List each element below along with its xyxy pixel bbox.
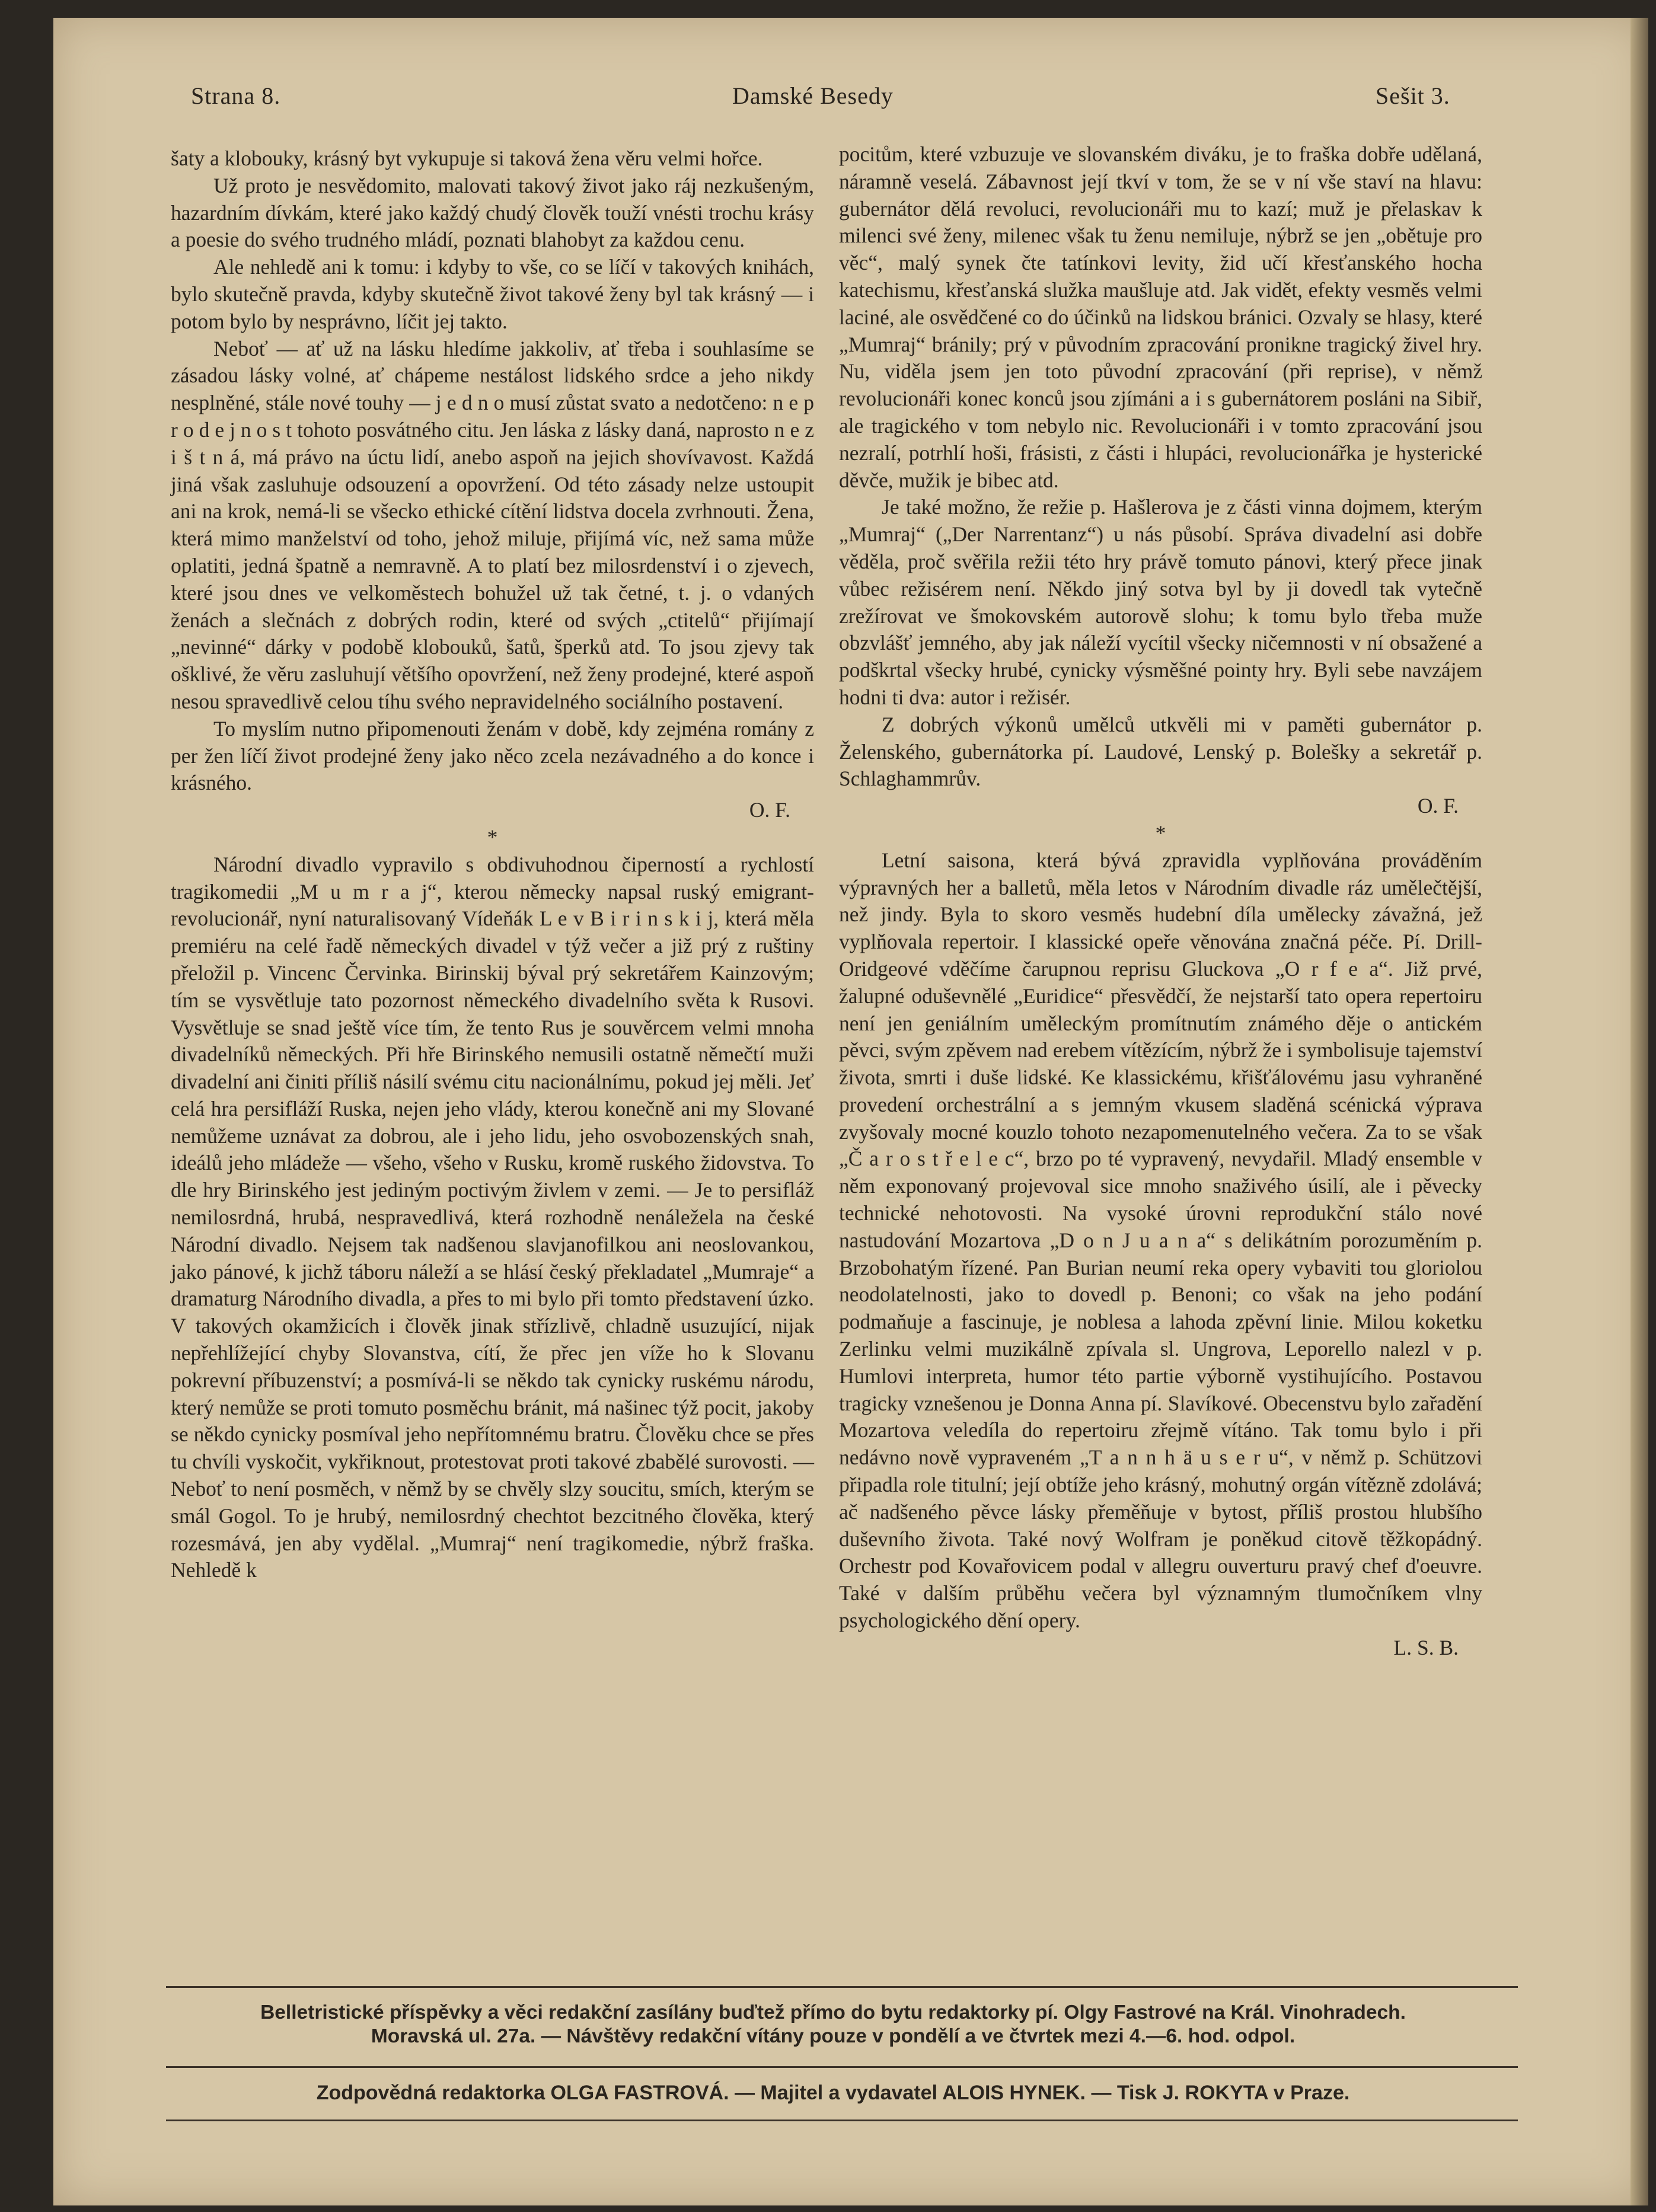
paragraph: šaty a klobouky, krásný byt vykupuje si taková žena věru velmi hořce.: [171, 146, 763, 170]
newspaper-page: [53, 18, 1648, 2205]
section-separator: *: [487, 825, 498, 849]
issue-number: Sešit 3.: [1376, 82, 1450, 109]
editorial-notice-line: Moravská ul. 27a. — Návštěvy redakční vítány pouze v pondělí a ve čtvrtek mezi 4.—6. hod. odpol.: [371, 2025, 1296, 2047]
editorial-notice-line: Belletristické příspěvky a věci redakční zasílány buďtež přímo do bytu redaktorky pí. Olgy Fastrové na Král. Vinohradech.: [260, 2002, 1406, 2023]
paragraph: Národní divadlo vypravilo s obdivuhodnou čiperností a rychlostí tragikomedii „M u m r a j“, kterou německy napsal ruský emigrant-revolucionář, nyní naturalisovaný Vídeňák L e v B i r i n s k i j, která měla premiéru na celé řadě německých divadel v týž večer a již prý z ruštiny přeložil p. Vincenc Červinka. Birinskij býval prý sekretářem Kainzovým; tím se vysvětluje tato pozornost německého divadelního světa k Rusovi. Vysvětluje se snad ještě více tím, že tento Rus je souvěrcem velmi mnoha divadelníků německých. Při hře Birinského nemusili ostatně němečtí muži divadelní ani činiti příliš násilí svému citu nacionálnímu, pokud jej měli. Jeť celá hra persifláží Ruska, nejen jeho vlády, kterou konečně ani my Slované nemůžeme uznávat za dobrou, ale i jeho lidu, jeho osvobozenských snah, ideálů jeho mládeže — všeho, všeho v Rusku, kromě ruského židovstva. To dle hry Birinského jest jediným poctivým živlem v zemi. — Je to persifláž nemilosrdná, hrubá, nespravedlivá, která rozhodně nenáležela na české Národní divadlo. Nejsem tak nadšenou slavjanofilkou ani neoslovankou, jako pánové, k jichž táboru náleží a se hlásí český překladatel „Mumraje“ a dramaturg Národního divadla, a přes to mi bylo při tomto představení úzko. V takových okamžicích i člověk jinak střízlivě, chladně usuzující, nijak nepřehlížející chyby Slovanstva, cítí, že přec jen víže ho k Slovanu pokrevní příbuzenství; a posmívá-li se někdo tak cynicky ruskému národu, který nemůže se proti tomuto posměchu bránit, má našinec týž pocit, jakoby se někdo cynicky posmíval jeho nepřítomnému bratru. Člověku chce se přes tu chvíli vyskočit, vykřiknout, protestovat proti takové zbabělé surovosti. — Neboť to není posměch, v němž by se chvěly slzy soucitu, smích, kterým se smál Gogol. To je hrubý, nemilosrdný chechtot bezcitného člověka, který rozesmává, jen aby vydělal. „Mumraj“ není tragikomedie, nýbrž fraška. Nehledě k: [171, 852, 814, 1582]
paragraph: To myslím nutno připomenouti ženám v době, kdy zejména romány z per žen líčí život prodejné ženy jako něco zcela nezávadného a do konce i krásného.: [171, 716, 814, 795]
author-signature: O. F.: [1417, 794, 1459, 818]
footer-rule-bottom: [166, 2120, 1518, 2121]
section-separator: *: [1155, 821, 1166, 845]
footer-rule-top: [166, 1986, 1518, 1988]
paragraph: pocitům, které vzbuzuje ve slovanském diváku, je to fraška dobře udělaná, náramně veselá. Zábavnost její tkví v tom, že se v ní vše staví na hlavu: gubernátor dělá revoluci, revolucionáři mu to kazí; muž je přelaskav k milenci své ženy, milenec však tu ženu nemiluje, nýbrž se jen „obětuje pro věc“, malý synek čte tatínkovi levity, žid učí křesťanského hocha katechismu, křesťanská služka maušluje atd. Jak vidět, efekty vesměs velmi laciné, ale osvědčené co do účinků na lidskou bránici. Ozvaly se hlasy, které „Mumraj“ bránily; prý v původním zpracování pronikne tragický živel hry. Nu, viděla jsem jen toto původní zpracování (při reprise), v němž revolucionáři konec konců jsou zjímáni a i s gubernátorem posláni na Sibiř, ale tragického v tom nebylo nic. Revolucionáři i v tomto zpracování jsou nezralí, potrhlí hoši, frásisti, z části i hlupáci, revolucionářka je hysterické děvče, mužik je bibec atd.: [839, 142, 1482, 492]
footer-rule-middle: [166, 2066, 1518, 2068]
paragraph: Z dobrých výkonů umělců utkvěli mi v paměti gubernátor p. Želenského, gubernátorka pí. Laudové, Lenský p. Bolešky a sekretář p. Schlaghammrův.: [839, 712, 1482, 791]
paragraph: Letní saisona, která bývá zpravidla vyplňována prováděním výpravných her a balletů, měla letos v Národním divadle ráz umělečtější, než jindy. Byla to skoro vesměs hudební díla umělecky závažná, jež vyplňovala repertoir. I klassické opeře věnována značná péče. Pí. Drill-Oridgeové vděčíme čarupnou reprisu Gluckova „O r f e a“. Již prvé, žalupné oduševnělé „Euridice“ přesvědčí, že nejstarší tato opera repertoiru není jen geniálním uměleckým promítnutím známého děje o antickém pěvci, svým zpěvem nad erebem vítězícím, nýbrž že i symbolisuje tajemství života, smrti i duše lidské. Ke klassickému, křišťálovému jasu vyhraněné provedení orchestrální a s jemným vkusem sladěná scénická výprava zvyšovaly mocné kouzlo tohoto nezapomenutelného večera. Za to se však „Č a r o s t ř e l e c“, brzo po té vypravený, nevydařil. Mladý ensemble v něm exponovaný projevoval sice mnoho snaživého úsilí, ale i pěvecky technické nehotovosti. Na vysoké úrovni reprodukční stálo nové nastudování Mozartova „D o n J u a n a“ s delikátním porozuměním p. Brzobohatým řízené. Pan Burian neumí reka opery vybaviti tou gloriolou neodolatelnosti, jako to dovedl p. Benoni; co však na jeho podání podmaňuje a fascinuje, je noblesa a lahoda zpěvní linie. Milou koketku Zerlinku velmi muzikálně zpívala sl. Ungrova, Leporello nalezl v p. Humlovi interpreta, humor této partie výborně vystihujícího. Postavou tragicky vznešenou je Donna Anna pí. Slavíkové. Obecenstvu bylo zařadění Mozartova veledíla do repertoiru zřejmě vítáno. Tak tomu bylo i při nedávno nově vypraveném „T a n n h ä u s e r u“, v němž p. Schützovi připadla role titulní; její obtíže jeho krásný, mohutný orgán vítězně zdolává; ač nadšeného pěvce lásky přeměňuje v bytost, příliš prostou hlubšího duševního života. Také nový Wolfram je poněkud citově těžkopádný. Orchestr pod Kovařovicem podal v allegru ouverturu pravý chef d'oeuvre. Také v dalším průběhu večera byl významným tlumočníkem vlny psychologického dění opery.: [839, 848, 1482, 1633]
editorial-notice: [148, 2001, 1518, 2048]
publication-title: Damské Besedy: [732, 82, 894, 109]
page-number: Strana 8.: [191, 82, 281, 109]
right-column: [839, 141, 1482, 1662]
paragraph: Ale nehledě ani k tomu: i kdyby to vše, co se líčí v takových knihách, bylo skutečně pravda, kdyby skutečně život takové ženy byl tak krásný — i potom bylo by nesprávno, líčit jej takto.: [171, 255, 814, 333]
author-signature: O. F.: [749, 798, 790, 822]
paragraph: Už proto je nesvědomito, malovati takový život jako ráj nezkušeným, hazardním dívkám, které jako každý chudý člověk touží vnésti trochu krásy a poesie do svého trudného mládí, poznati blahobyt za každou cenu.: [171, 173, 814, 252]
paragraph: Je také možno, že režie p. Hašlerova je z části vinna dojmem, kterým „Mumraj“ („Der Narrentanz“) u nás působí. Správa divadelní asi dobře věděla, proč svěřila režii této hry právě tomuto pánovi, který přece jinak vůbec režisérem není. Někdo jiný sotva byl by ji dovedl tak vytečně zrežírovat ve šmokovském autorově slohu; k tomu bylo třeba muže obzvlášť jemného, aby jak náleží vycítil všecky ničemnosti v ní obsažené a podškrtal všecky hrubé, cynicky výsměšné pointy hry. Byli sebe navzájem hodni ti dva: autor i režisér.: [839, 495, 1482, 709]
left-column: [171, 145, 814, 1584]
author-signature: L. S. B.: [1393, 1635, 1459, 1659]
paragraph: Neboť — ať už na lásku hledíme jakkoliv, ať třeba i souhlasíme se zásadou lásky volné, ať chápeme nestálost lidského srdce a jeho nikdy nesplněné, stále nové touhy — j e d n o musí zůstat svato a nedotčeno: n e p r o d e j n o s t tohoto posvátného citu. Jen láska z lásky daná, naprosto n e z i š t n á, má právo na úctu lidí, anebo aspoň na jejich shovívavost. Každá jiná však zasluhuje odsouzení a opovržení. Od této zásady nelze ustoupit ani na krok, nemá-li se všecko ethické cítění lidstva docela zvrhnouti. Žena, která mimo manželství od toho, jehož miluje, přijímá víc, než sama může oplatiti, jedná špatně a nemravně. A to platí bez milosrdenství i o zjevech, které jsou dnes ve velkoměstech bohužel už tak četné, t. j. o vdaných ženách a slečnách z dobrých rodin, které od svých „ctitelů“ přijímají „nevinné“ dárky v podobě klobouků, šatů, šperků atd. To jsou zjevy tak ošklivé, že věru zasluhují většího opovržení, než ženy prodejné, které aspoň nesou spravedlivě celou tíhu svého nepravidelného sociálního postavení.: [171, 336, 814, 713]
page-edge-shadow: [1631, 18, 1648, 2205]
imprint: Zodpovědná redaktorka OLGA FASTROVÁ. — Majitel a vydavatel ALOIS HYNEK. — Tisk J. ROKYTA v Praze.: [316, 2082, 1350, 2104]
